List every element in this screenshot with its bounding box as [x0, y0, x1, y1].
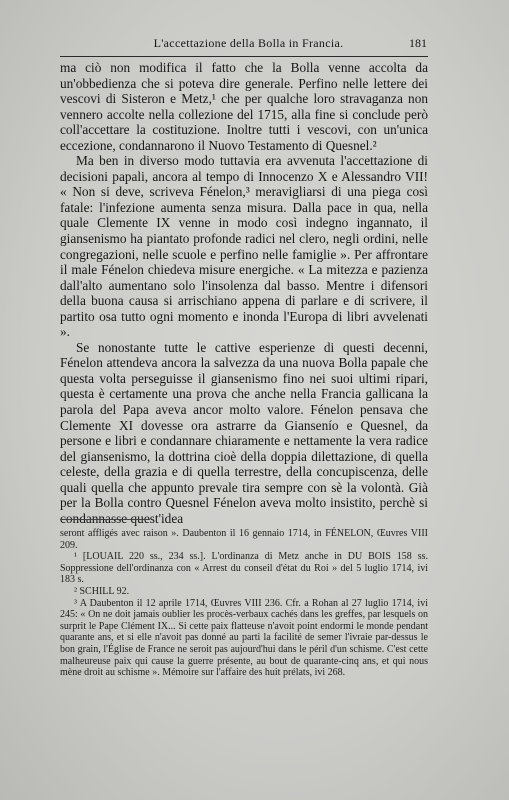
- paragraph-1: ma ciò non modifica il fatto che la Bolla venne accolta da un'obbedienza che si poteva dire generale. Perfino nelle lettere dei vescovi di Sisteron e Metz,¹ che per qualche loro stravaganza non vennero accolte nella collezione del 1715, alla fine si conclude però coll'accettare la costituzione. Inoltre tutti i vescovi, con un'unica eccezione, condannarono il Nuovo Testamento di Quesnel.²: [60, 60, 428, 153]
- footnote-continuation: seront affligés avec raison ». Daubenton il 16 gennaio 1714, in FÉNELON, Œuvres VIII 209.: [60, 528, 428, 551]
- footnote-3: ³ A Daubenton il 12 aprile 1714, Œuvres VIII 236. Cfr. a Rohan al 27 luglio 1714, ivi 245: « On ne doit jamais oublier les procès-verbaux cachés dans les greffes, par lesquels on surprit le Pape Clément IX... Si cette paix flatteuse n'avoit point endormi le monde pendant quarante ans, et si elle n'avoit pas donné au parti la facilité de semer l'ivraie par-dessus le bon grain, l'Église de France ne seroit pas aujourd'hui dans le péril d'un schisme. C'est cette malheureuse paix qui cause la guerre présente, au bout de quarante-cinq ans, et qui nous mène droit au schisme ». Mémoire sur l'affaire des huit prélats, ivi 268.: [60, 597, 428, 679]
- header-rule: [60, 56, 428, 57]
- running-header: [70, 36, 427, 54]
- footnote-2: ² SCHILL 92.: [74, 585, 130, 597]
- main-text: [60, 60, 428, 526]
- footnote-rule: [60, 519, 150, 520]
- paragraph-2: Ma ben in diverso modo tuttavia era avvenuta l'accettazione di decisioni papali, ancora al tempo di Innocenzo X e Alessandro VII! « Non si deve, scriveva Fénelon,³ meravigliarsi di una piega così fatale: l'infezione aumenta senza misura. Dalla pace in qua, nella quale Clemente IX venne in modo così indegno ingannato, il giansenismo ha piantato profonde radici nel clero, negli ordini, nelle congregazioni, nelle scuole e perfino nelle famiglie ». Per affrontare il male Fénelon chiedeva misure energiche. « La mitezza e pazienza dall'alto aumentano solo l'insolenza dal basso. Mentre i difensori della buona causa si arrischiano appena di parlare e di scrivere, il partito osa tutto ogni momento e inonda l'Europa di libri avvelenati ».: [60, 153, 428, 340]
- running-title: L'accettazione della Bolla in Francia.: [153, 36, 344, 50]
- page-number: 181: [409, 36, 427, 50]
- paragraph-3: Se nonostante tutte le cattive esperienze di questi decenni, Fénelon attendeva ancora la salvezza da una nuova Bolla papale che questa volta perseguisse il giansenismo fino nei suoi ultimi ripari, questa è certamente una prova che anche nella Francia gallicana la parola del Papa aveva ancor molto valore. Fénelon pensava che Clemente XI dovesse ora astrarre da Gianseníο e Quesnel, da persone e libri e condannare chiaramente e nettamente la vera radice del giansenismo, la dottrina cioè della doppia dilettazione, di quella celeste, della grazia e di quella terrestre, della concupiscenza, delle quali quella che appunto prevale tira sempre con sè la volontà. Già per la Bolla contro Quesnel Fénelon aveva molto insistito, perchè si condannasse quest'idea: [60, 339, 428, 526]
- footnotes: [60, 528, 428, 679]
- footnote-1: ¹ [LOUAIL 220 ss., 234 ss.]. L'ordinanza di Metz anche in DU BOIS 158 ss. Soppressione dell'ordinanza con « Arrest du conseil d'état du Roi » del 5 luglio 1714, ivi 183 s.: [60, 551, 428, 586]
